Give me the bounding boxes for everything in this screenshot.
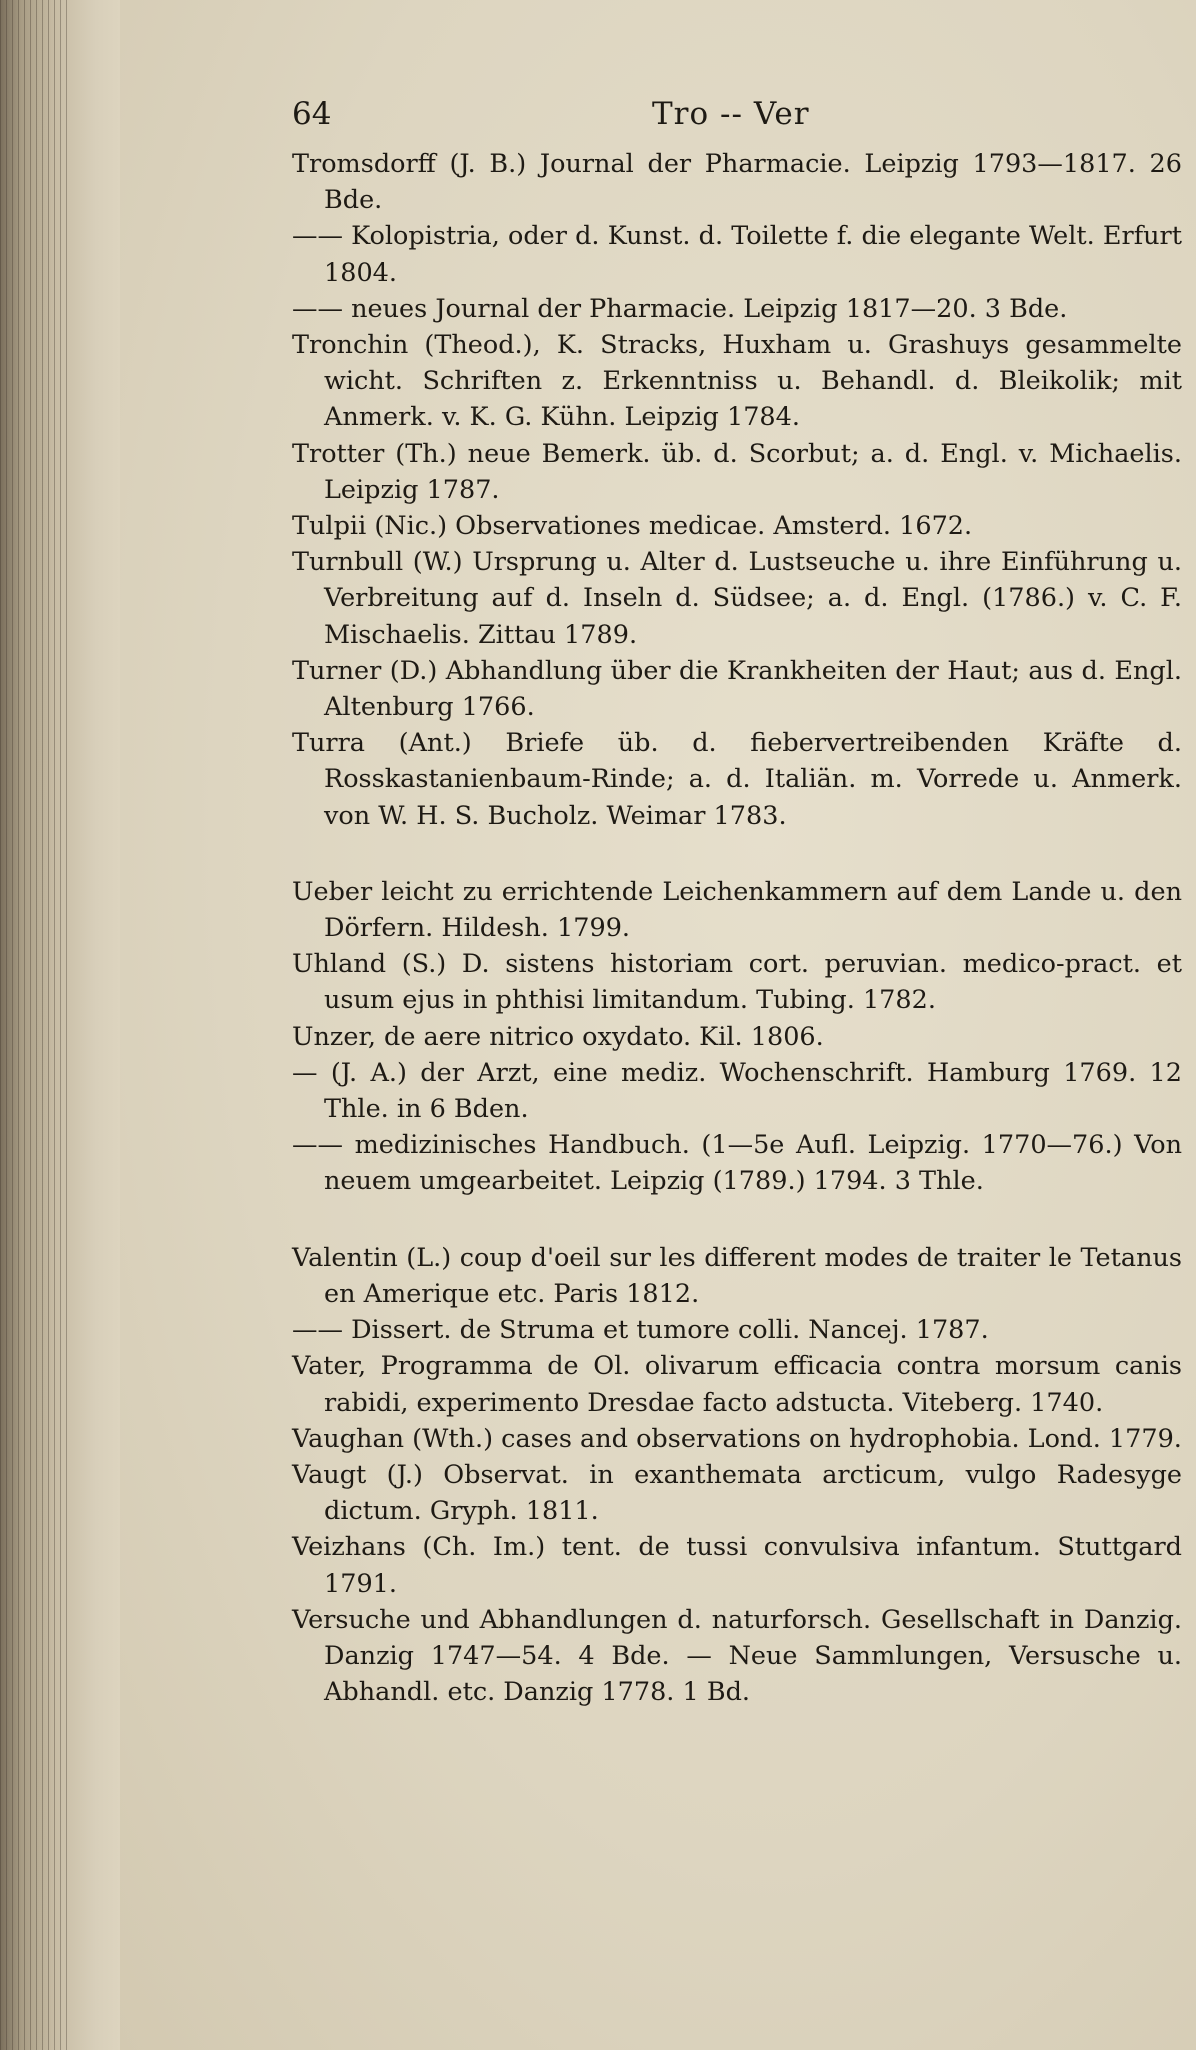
section-u <box>292 874 1182 1200</box>
bibliography-list <box>292 146 1182 1710</box>
entry-valentin-struma: —— Dissert. de Struma et tumore colli. Nancej. 1787. <box>292 1315 989 1346</box>
entry-turner: Turner (D.) Abhandlung über die Krankheiten der Haut; aus d. Engl. Altenburg 1766. <box>292 655 1182 723</box>
page-header <box>292 96 1152 136</box>
page-number: 64 <box>292 96 332 132</box>
entry-unzer: Unzer, de aere nitrico oxydato. Kil. 1806. <box>292 1021 824 1052</box>
entry-tromsdorff-kolopistria: —— Kolopistria, oder d. Kunst. d. Toilette f. die elegante Welt. Erfurt 1804. <box>292 221 1182 288</box>
entry-vaugt: Vaugt (J.) Observat. in exanthemata arcticum, vulgo Radesyge dictum. Gryph. 1811. <box>292 1459 1182 1527</box>
entry-vater: Vater, Programma de Ol. olivarum efficacia contra morsum canis rabidi, experimento Dresdae facto adstucta. Viteberg. 1740. <box>292 1351 1182 1418</box>
section-v <box>292 1240 1182 1711</box>
entry-turnbull: Turnbull (W.) Ursprung u. Alter d. Lustseuche u. ihre Einführung u. Verbreitung auf d. Inseln d. Südsee; a. d. Engl. (1786.) v. C. F. Mischaelis. Zittau 1789. <box>292 547 1182 650</box>
entry-trotter: Trotter (Th.) neue Bemerk. üb. d. Scorbut; a. d. Engl. v. Michaelis. Leipzig 1787. <box>292 438 1182 505</box>
entry-ueber-leichenkammern: Ueber leicht zu errichtende Leichenkammern auf dem Lande u. den Dörfern. Hildesh. 1799. <box>292 876 1182 944</box>
entry-tronchin: Tronchin (Theod.), K. Stracks, Huxham u. Grashuys gesammelte wicht. Schriften z. Erkenntniss u. Behandl. d. Bleikolik; mit Anmerk. v. K. G. Kühn. Leipzig 1784. <box>292 330 1182 433</box>
section-divider <box>292 834 1182 874</box>
section-t <box>292 146 1182 834</box>
entry-tulpii: Tulpii (Nic.) Observationes medicae. Amsterd. 1672. <box>292 511 973 542</box>
entry-veizhans: Veizhans (Ch. Im.) tent. de tussi convulsiva infantum. Stuttgard 1791. <box>292 1532 1182 1599</box>
entry-tromsdorff-journal: Tromsdorff (J. B.) Journal der Pharmacie. Leipzig 1793—1817. 26 Bde. <box>292 149 1182 216</box>
entry-uhland: Uhland (S.) D. sistens historiam cort. peruvian. medico-pract. et usum ejus in phthisi limitandum. Tubing. 1782. <box>292 949 1182 1016</box>
entry-vaughan: Vaughan (Wth.) cases and observations on hydrophobia. Lond. 1779. <box>292 1423 1182 1454</box>
entry-unzer-handbuch: —— medizinisches Handbuch. (1—5e Aufl. Leipzig. 1770—76.) Von neuem umgearbeitet. Leipzig (1789.) 1794. 3 Thle. <box>292 1130 1182 1197</box>
entry-tromsdorff-neues-journal: —— neues Journal der Pharmacie. Leipzig 1817—20. 3 Bde. <box>292 293 1068 324</box>
running-head: Tro -- Ver <box>652 96 810 132</box>
entry-unzer-arzt: — (J. A.) der Arzt, eine mediz. Wochenschrift. Hamburg 1769. 12 Thle. in 6 Bden. <box>292 1057 1182 1125</box>
entry-versuche: Versuche und Abhandlungen d. naturforsch. Gesellschaft in Danzig. Danzig 1747—54. 4 Bde. — Neue Sammlungen, Versusche u. Abhandl. etc. Danzig 1778. 1 Bd. <box>292 1604 1182 1708</box>
section-divider <box>292 1200 1182 1240</box>
entry-valentin: Valentin (L.) coup d'oeil sur les different modes de traiter le Tetanus en Amerique etc. Paris 1812. <box>292 1242 1182 1309</box>
entry-turra: Turra (Ant.) Briefe üb. d. fiebervertreibenden Kräfte d. Rosskastanienbaum-Rinde; a. d. Italiän. m. Vorrede u. Anmerk. von W. H. S. Bucholz. Weimar 1783. <box>292 728 1182 831</box>
spine-binding-lines <box>0 0 70 2050</box>
